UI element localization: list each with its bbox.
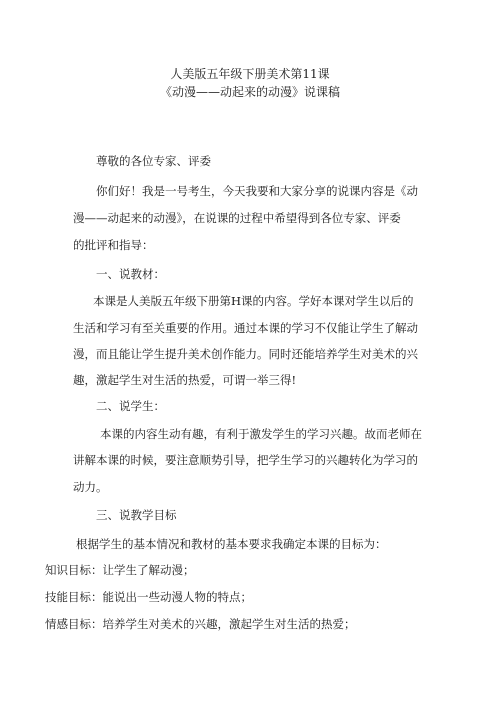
textbook-paragraph-line: 生活和学习有至关重要的作用。通过本课的学习不仅能让学生了解动	[73, 321, 418, 335]
students-paragraph-line: 本课的内容生动有趣，有利于激发学生的学习兴趣。故而老师在	[100, 427, 422, 441]
greeting-paragraph-line: 你们好！我是一号考生，今天我要和大家分享的说课内容是《动	[96, 184, 418, 198]
salutation-line: 尊敬的各位专家、评委	[96, 154, 211, 168]
textbook-paragraph-line: 本课是人美版五年级下册第H课的内容。学好本课对学生以后的	[93, 294, 414, 308]
section-heading-textbook: 一、说教材：	[96, 267, 165, 281]
objective-knowledge: 知识目标：让学生了解动漫；	[45, 563, 195, 577]
section-heading-objectives: 三、说教学目标	[96, 508, 177, 522]
greeting-paragraph-line: 漫——动起来的动漫》，在说课的过程中希望得到各位专家、评委	[73, 211, 401, 225]
students-paragraph-line: 动力。	[73, 480, 108, 494]
document-subtitle: 《动漫——动起来的动漫》说课稿	[159, 85, 340, 99]
objectives-intro-line: 根据学生的基本情况和教材的基本要求我确定本课的目标为：	[76, 537, 387, 551]
textbook-paragraph-line: 趣，激起学生对生活的热爱，可谓一举三得!	[73, 373, 297, 387]
textbook-paragraph-line: 漫，而且能让学生提升美术创作能力。同时还能培养学生对美术的兴	[73, 347, 418, 361]
section-heading-students: 二、说学生：	[96, 399, 165, 413]
greeting-paragraph-line: 的批评和指导：	[73, 238, 154, 252]
objective-skill: 技能目标：能说出一些动漫人物的特点；	[45, 590, 252, 604]
objective-emotion: 情感目标：培养学生对美术的兴趣，激起学生对生活的热爱；	[45, 617, 356, 631]
students-paragraph-line: 讲解本课的时候，要注意顺势引导，把学生学习的兴趣转化为学习的	[73, 453, 418, 467]
document-title: 人美版五年级下册美术第11课	[170, 67, 330, 81]
